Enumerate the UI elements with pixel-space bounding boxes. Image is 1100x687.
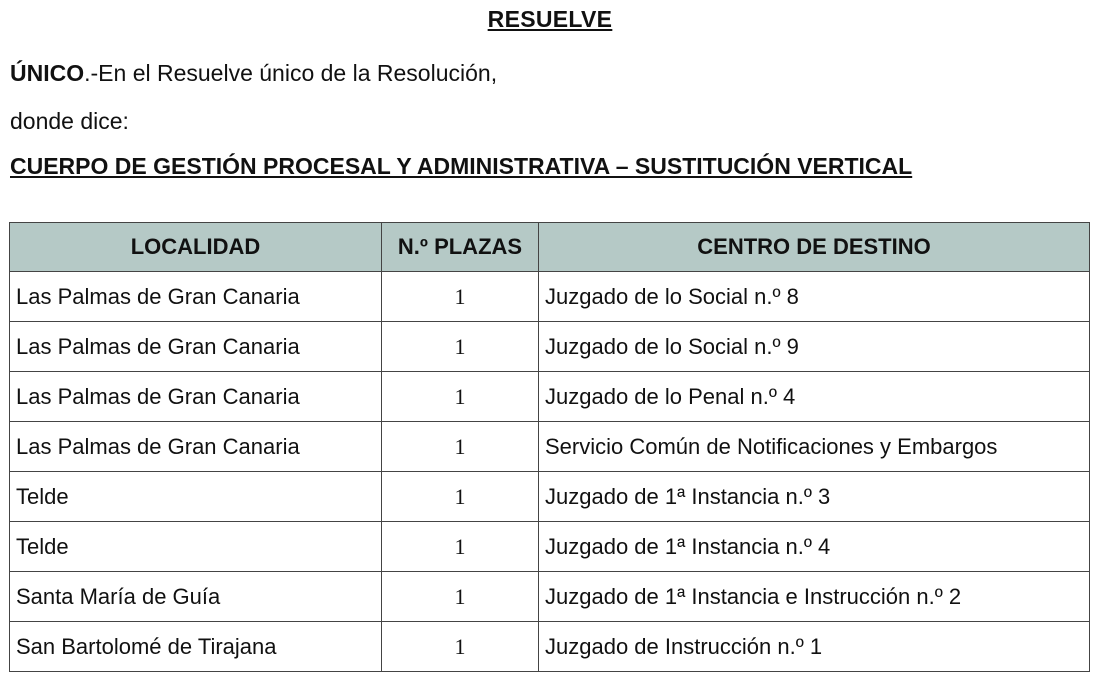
- cell-plazas: 1: [382, 622, 539, 672]
- resolution-heading: RESUELVE: [487, 6, 613, 32]
- cell-centro: Servicio Común de Notificaciones y Embargos: [539, 422, 1090, 472]
- unico-paragraph: [10, 60, 497, 87]
- header-centro: CENTRO DE DESTINO: [539, 223, 1090, 272]
- section-title: CUERPO DE GESTIÓN PROCESAL Y ADMINISTRATIVA – SUSTITUCIÓN VERTICAL: [10, 153, 913, 179]
- cell-plazas: 1: [382, 422, 539, 472]
- cell-plazas: 1: [382, 522, 539, 572]
- cell-plazas: 1: [382, 472, 539, 522]
- cell-localidad: San Bartolomé de Tirajana: [10, 622, 382, 672]
- table-row: [10, 272, 1090, 322]
- unico-text: .-En el Resuelve único de la Resolución,: [84, 60, 498, 86]
- cell-centro: Juzgado de 1ª Instancia e Instrucción n.º 2: [539, 572, 1090, 622]
- cell-plazas: 1: [382, 372, 539, 422]
- table-header-row: [10, 223, 1090, 272]
- table-row: [10, 322, 1090, 372]
- table-row: [10, 422, 1090, 472]
- cell-localidad: Las Palmas de Gran Canaria: [10, 422, 382, 472]
- donde-dice-line: donde dice:: [10, 108, 129, 134]
- header-plazas: N.º PLAZAS: [382, 223, 539, 272]
- cell-localidad: Telde: [10, 472, 382, 522]
- cell-localidad: Telde: [10, 522, 382, 572]
- cell-centro: Juzgado de Instrucción n.º 1: [539, 622, 1090, 672]
- table-row: [10, 622, 1090, 672]
- cell-localidad: Las Palmas de Gran Canaria: [10, 372, 382, 422]
- cell-centro: Juzgado de lo Social n.º 9: [539, 322, 1090, 372]
- table-row: [10, 472, 1090, 522]
- cell-centro: Juzgado de lo Penal n.º 4: [539, 372, 1090, 422]
- header-localidad: LOCALIDAD: [10, 223, 382, 272]
- table-row: [10, 372, 1090, 422]
- cell-plazas: 1: [382, 322, 539, 372]
- cell-centro: Juzgado de lo Social n.º 8: [539, 272, 1090, 322]
- cell-plazas: 1: [382, 272, 539, 322]
- cell-plazas: 1: [382, 572, 539, 622]
- cell-centro: Juzgado de 1ª Instancia n.º 4: [539, 522, 1090, 572]
- cell-localidad: Las Palmas de Gran Canaria: [10, 272, 382, 322]
- cell-localidad: Las Palmas de Gran Canaria: [10, 322, 382, 372]
- places-table: [9, 222, 1090, 672]
- cell-centro: Juzgado de 1ª Instancia n.º 3: [539, 472, 1090, 522]
- table-row: [10, 572, 1090, 622]
- cell-localidad: Santa María de Guía: [10, 572, 382, 622]
- unico-label: ÚNICO: [10, 60, 85, 86]
- table-row: [10, 522, 1090, 572]
